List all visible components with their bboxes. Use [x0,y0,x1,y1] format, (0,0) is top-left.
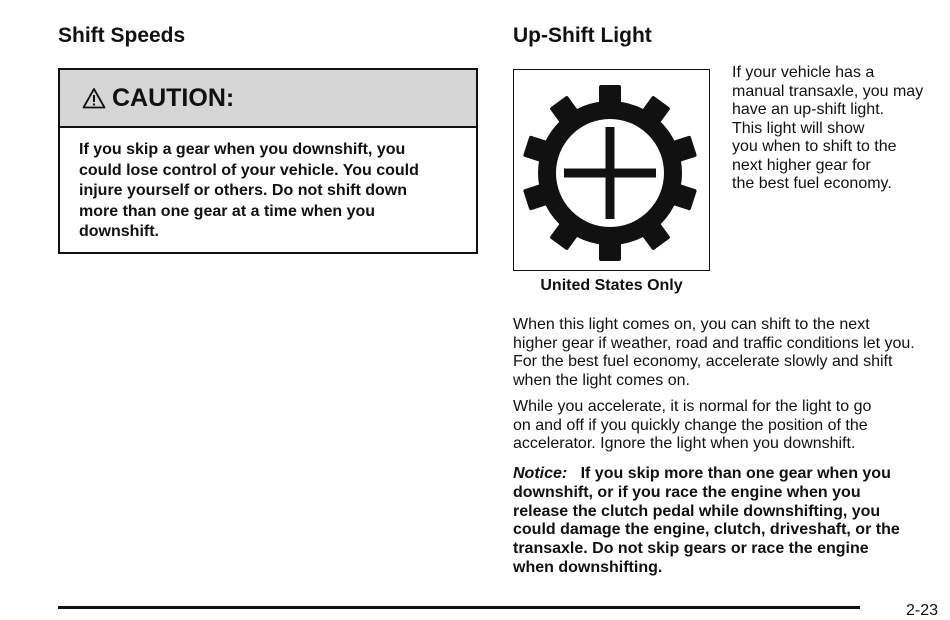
text-line: you when to shift to the [732,138,897,155]
page-number: 2-23 [905,602,938,619]
text-line: If your vehicle has a [732,64,875,81]
paragraph-light-on [513,316,943,391]
caution-header [60,70,476,128]
caution-title: CAUTION: [112,83,235,112]
text-line: higher gear if weather, road and traffic conditions let you. [513,334,915,352]
upshift-gear-plus-icon [514,70,708,269]
text-line: While you accelerate, it is normal for the light to go [513,398,872,415]
text-line: accelerator. Ignore the light when you downshift. [513,435,856,453]
section-title: Up-Shift Light [513,24,652,47]
text-line: have an up-shift light. [732,101,885,118]
notice-paragraph [513,465,943,578]
caution-line: could lose control of your vehicle. You could [79,161,419,179]
caution-text [60,128,476,243]
text-line: transaxle. Do not skip gears or race the engine [513,540,869,558]
text-line: the best fuel economy. [732,175,892,192]
figure-caption: United States Only [540,277,683,294]
text-line: When this light comes on, you can shift to the next [513,316,870,333]
text-line: For the best fuel economy, accelerate slowly and shift [513,353,893,371]
warning-triangle-icon [82,87,106,109]
text-line: next higher gear for [732,156,871,174]
shift-speeds-heading [58,24,185,48]
paragraph-accelerate [513,398,943,454]
text-line: manual transaxle, you may [732,82,924,100]
caution-line: downshift. [79,223,159,240]
upshift-intro-text [732,64,947,194]
upshift-light-heading [513,24,652,48]
notice-label: Notice: [513,465,568,482]
caution-line: injure yourself or others. Do not shift down [79,182,408,199]
section-title: Shift Speeds [58,24,186,47]
text-line: downshift, or if you race the engine when you [513,483,861,501]
text-line: release the clutch pedal while downshifting, you [513,502,881,520]
text-line: could damage the engine, clutch, driveshaft, or the [513,521,900,539]
notice-text: If you skip more than one gear when you [580,465,891,482]
upshift-light-figure [513,69,710,271]
text-line: on and off if you quickly change the position of the [513,416,868,434]
notice-first-line [513,465,943,484]
text-line: when downshifting. [513,558,663,576]
text-line: This light will show [732,119,865,137]
footer-rule [58,606,860,609]
caution-box [58,68,478,254]
caution-line: more than one gear at a time when you [79,202,376,220]
text-line: when the light comes on. [513,372,690,390]
caution-line: If you skip a gear when you downshift, you [79,141,406,158]
